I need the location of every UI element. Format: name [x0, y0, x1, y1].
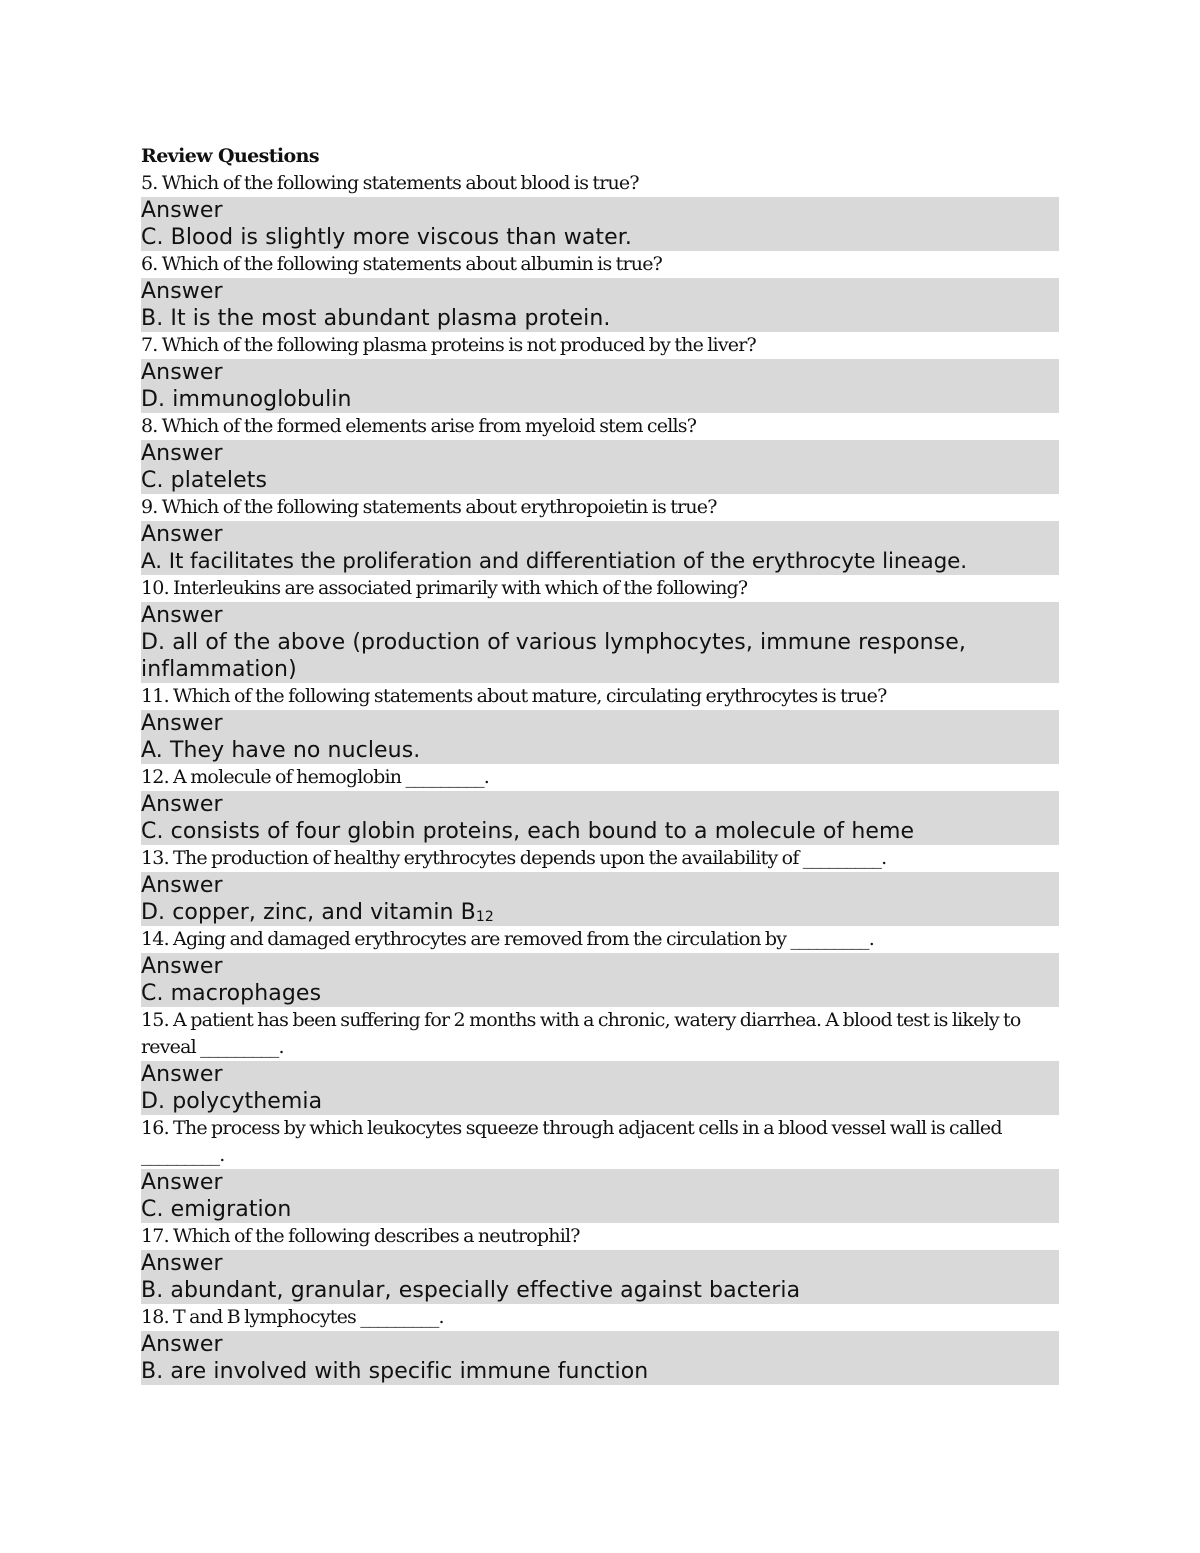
question-11: 11. Which of the following statements about mature, circulating erythrocytes is true? — [141, 685, 887, 707]
answer-label: Answer — [141, 603, 223, 628]
answer-block-14 — [141, 953, 1059, 1007]
question-7: 7. Which of the following plasma proteins is not produced by the liver? — [141, 334, 756, 356]
answer-text: A. It facilitates the proliferation and differentiation of the erythrocyte lineage. — [141, 549, 968, 574]
answer-label: Answer — [141, 873, 223, 898]
question-10: 10. Interleukins are associated primarily with which of the following? — [141, 577, 748, 599]
answer-block-18 — [141, 1331, 1059, 1385]
question-17: 17. Which of the following describes a neutrophil? — [141, 1225, 580, 1247]
answer-block-17 — [141, 1250, 1059, 1304]
answer-subscript: 12 — [475, 909, 494, 925]
answer-text: B. It is the most abundant plasma protein. — [141, 306, 611, 331]
question-5: 5. Which of the following statements about blood is true? — [141, 172, 639, 194]
question-12: 12. A molecule of hemoglobin _________. — [141, 766, 490, 788]
answer-block-10 — [141, 602, 1059, 683]
answer-label: Answer — [141, 954, 223, 979]
answer-block-12 — [141, 791, 1059, 845]
answer-label: Answer — [141, 792, 223, 817]
page-title: Review Questions — [141, 145, 319, 167]
answer-label: Answer — [141, 1170, 223, 1195]
answer-text: C. platelets — [141, 468, 268, 493]
answer-label: Answer — [141, 279, 223, 304]
question-6: 6. Which of the following statements about albumin is true? — [141, 253, 663, 275]
answer-block-5 — [141, 197, 1059, 251]
answer-block-11 — [141, 710, 1059, 764]
question-14: 14. Aging and damaged erythrocytes are removed from the circulation by _________. — [141, 928, 874, 950]
answer-text: C. emigration — [141, 1197, 292, 1222]
question-9: 9. Which of the following statements about erythropoietin is true? — [141, 496, 717, 518]
answer-text: A. They have no nucleus. — [141, 738, 421, 763]
question-16: 16. The process by which leukocytes squeeze through adjacent cells in a blood vessel wall is called _________. — [141, 1117, 1002, 1166]
document-page — [141, 143, 1059, 1385]
answer-text: B. are involved with specific immune function — [141, 1359, 649, 1384]
answer-block-6 — [141, 278, 1059, 332]
answer-label: Answer — [141, 1062, 223, 1087]
answer-block-16 — [141, 1169, 1059, 1223]
answer-label: Answer — [141, 198, 223, 223]
answer-text: C. consists of four globin proteins, each bound to a molecule of heme — [141, 819, 915, 844]
answer-text: B. abundant, granular, especially effective against bacteria — [141, 1278, 801, 1303]
answer-block-8 — [141, 440, 1059, 494]
question-8: 8. Which of the formed elements arise from myeloid stem cells? — [141, 415, 697, 437]
answer-label: Answer — [141, 1332, 223, 1357]
answer-label: Answer — [141, 441, 223, 466]
answer-text: C. Blood is slightly more viscous than water. — [141, 225, 633, 250]
answer-label: Answer — [141, 522, 223, 547]
answer-block-15 — [141, 1061, 1059, 1115]
answer-label: Answer — [141, 360, 223, 385]
answer-text — [141, 899, 1059, 926]
answer-block-9 — [141, 521, 1059, 575]
answer-block-13 — [141, 872, 1059, 926]
question-18: 18. T and B lymphocytes _________. — [141, 1306, 444, 1328]
answer-text: D. immunoglobulin — [141, 387, 352, 412]
answer-label: Answer — [141, 1251, 223, 1276]
answer-block-7 — [141, 359, 1059, 413]
answer-label: Answer — [141, 711, 223, 736]
answer-text: C. macrophages — [141, 981, 322, 1006]
answer-text-main: D. copper, zinc, and vitamin B — [141, 900, 476, 925]
question-13: 13. The production of healthy erythrocytes depends upon the availability of _________. — [141, 847, 887, 869]
answer-text: D. polycythemia — [141, 1089, 323, 1114]
answer-text: D. all of the above (production of various lymphocytes, immune response, inflammation) — [141, 630, 966, 682]
question-15: 15. A patient has been suffering for 2 months with a chronic, watery diarrhea. A blood test is likely to reveal _________. — [141, 1009, 1021, 1058]
